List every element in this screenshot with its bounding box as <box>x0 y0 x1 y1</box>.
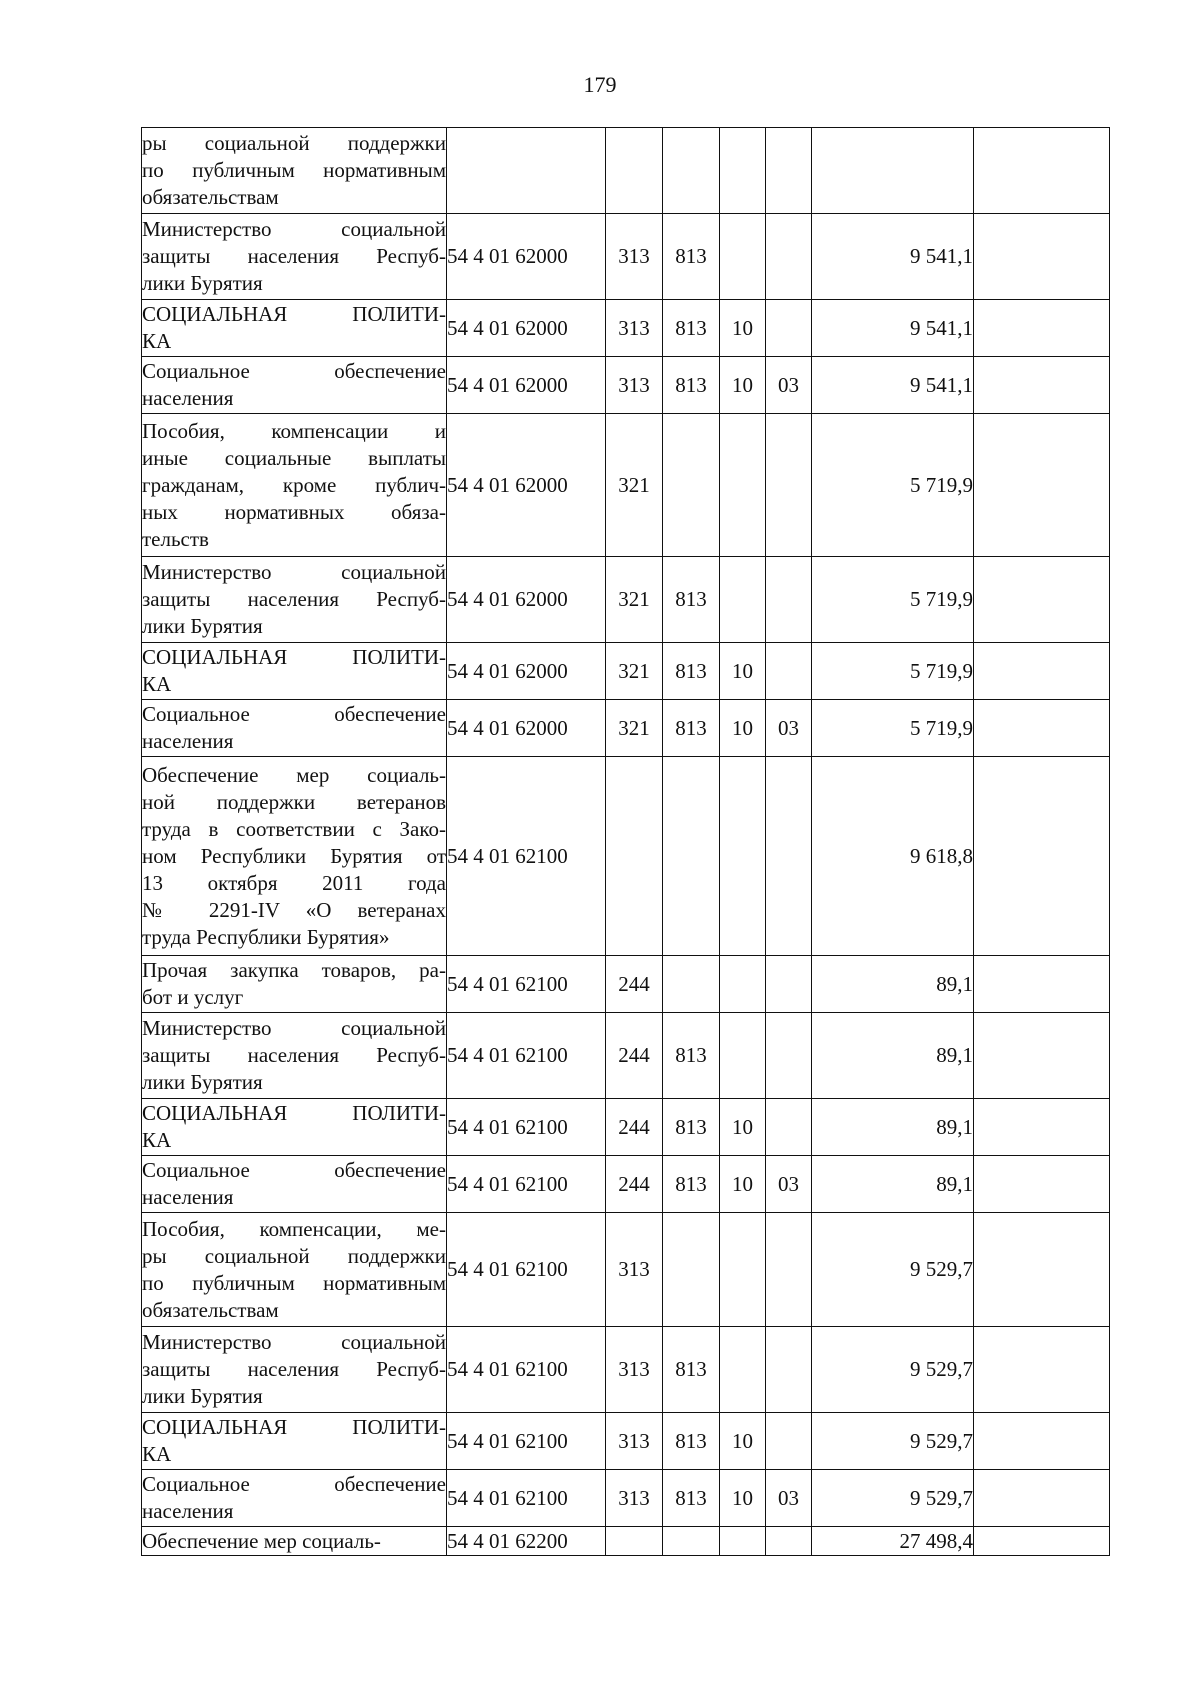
row-ministry-code <box>663 757 720 956</box>
row-ministry-code: 813 <box>663 1156 720 1213</box>
row-name-line: ных нормативных обяза- <box>142 499 446 524</box>
row-target-code <box>447 128 606 214</box>
row-subsection <box>766 643 812 700</box>
row-empty-cell <box>974 1213 1110 1327</box>
row-ministry-code: 813 <box>663 357 720 414</box>
row-empty-cell <box>974 1327 1110 1413</box>
row-target-code: 54 4 01 62100 <box>447 757 606 956</box>
row-section <box>720 1013 766 1099</box>
row-name <box>142 1099 447 1156</box>
row-name-line: населения <box>142 1185 234 1209</box>
row-name <box>142 956 447 1013</box>
table-row <box>142 1413 1110 1470</box>
row-subsection <box>766 1327 812 1413</box>
row-section <box>720 757 766 956</box>
row-amount: 9 618,8 <box>812 757 974 956</box>
row-name-line: КА <box>142 329 172 353</box>
row-name <box>142 1156 447 1213</box>
row-name <box>142 643 447 700</box>
row-name-line: Пособия, компенсации и <box>142 418 446 443</box>
row-section: 10 <box>720 1470 766 1527</box>
row-name <box>142 557 447 643</box>
row-name-line: СОЦИАЛЬНАЯ ПОЛИТИ- <box>142 1101 446 1125</box>
table-row <box>142 357 1110 414</box>
row-name-line: СОЦИАЛЬНАЯ ПОЛИТИ- <box>142 645 446 669</box>
row-name-line: Социальное обеспечение <box>142 702 446 726</box>
row-subsection <box>766 956 812 1013</box>
row-name-line: Обеспечение мер социаль- <box>142 1528 381 1553</box>
row-ministry-code: 813 <box>663 1413 720 1470</box>
row-ministry-code: 813 <box>663 557 720 643</box>
row-section: 10 <box>720 300 766 357</box>
row-name-line: населения <box>142 729 234 753</box>
row-section: 10 <box>720 1099 766 1156</box>
row-ministry-code <box>663 1527 720 1556</box>
row-empty-cell <box>974 643 1110 700</box>
row-empty-cell <box>974 757 1110 956</box>
row-name-line: Министерство социальной <box>142 1330 446 1354</box>
row-target-code: 54 4 01 62100 <box>447 956 606 1013</box>
row-name-line: СОЦИАЛЬНАЯ ПОЛИТИ- <box>142 302 446 326</box>
row-expense-type: 321 <box>606 414 663 557</box>
row-subsection <box>766 414 812 557</box>
table-row <box>142 1013 1110 1099</box>
row-name <box>142 757 447 956</box>
row-section: 10 <box>720 643 766 700</box>
table-row <box>142 1327 1110 1413</box>
row-expense-type: 244 <box>606 1099 663 1156</box>
row-expense-type <box>606 128 663 214</box>
row-amount <box>812 128 974 214</box>
row-name-line: № 2291-IV «О ветеранах <box>142 897 446 922</box>
row-name <box>142 214 447 300</box>
row-amount: 9 541,1 <box>812 300 974 357</box>
table-row <box>142 1156 1110 1213</box>
row-target-code: 54 4 01 62000 <box>447 214 606 300</box>
row-name <box>142 300 447 357</box>
row-amount: 9 529,7 <box>812 1413 974 1470</box>
row-empty-cell <box>974 1527 1110 1556</box>
row-name-line: лики Бурятия <box>142 1384 263 1408</box>
row-name-line: по публичным нормативным <box>142 1270 446 1295</box>
row-name-line: Обеспечение мер социаль- <box>142 762 446 787</box>
row-name-line: бот и услуг <box>142 985 244 1009</box>
row-section <box>720 214 766 300</box>
row-target-code: 54 4 01 62100 <box>447 1470 606 1527</box>
row-target-code: 54 4 01 62000 <box>447 700 606 757</box>
row-name-line: труда Республики Бурятия» <box>142 924 390 949</box>
row-name <box>142 128 447 214</box>
row-name-line: Социальное обеспечение <box>142 1158 446 1182</box>
row-name-line: ры социальной поддержки <box>142 1243 446 1268</box>
row-expense-type: 313 <box>606 1413 663 1470</box>
row-empty-cell <box>974 1099 1110 1156</box>
row-ministry-code <box>663 414 720 557</box>
row-ministry-code: 813 <box>663 643 720 700</box>
row-ministry-code: 813 <box>663 1099 720 1156</box>
row-name-line: обязательствам <box>142 1297 279 1322</box>
row-expense-type: 313 <box>606 214 663 300</box>
table-row <box>142 956 1110 1013</box>
row-name-line: лики Бурятия <box>142 614 263 638</box>
row-ministry-code: 813 <box>663 1013 720 1099</box>
table-row <box>142 1470 1110 1527</box>
row-ministry-code <box>663 956 720 1013</box>
row-target-code: 54 4 01 62100 <box>447 1327 606 1413</box>
row-subsection: 03 <box>766 1470 812 1527</box>
table-row <box>142 1527 1110 1556</box>
row-name <box>142 1013 447 1099</box>
table-row <box>142 300 1110 357</box>
row-name-line: Прочая закупка товаров, ра- <box>142 958 446 982</box>
row-name <box>142 1327 447 1413</box>
row-amount: 5 719,9 <box>812 643 974 700</box>
row-empty-cell <box>974 1413 1110 1470</box>
row-subsection <box>766 1213 812 1327</box>
row-subsection <box>766 128 812 214</box>
row-empty-cell <box>974 557 1110 643</box>
page-number: 179 <box>583 72 617 97</box>
row-name-line: по публичным нормативным <box>142 158 446 182</box>
row-target-code: 54 4 01 62000 <box>447 300 606 357</box>
row-target-code: 54 4 01 62100 <box>447 1413 606 1470</box>
row-name-line: СОЦИАЛЬНАЯ ПОЛИТИ- <box>142 1415 446 1439</box>
row-subsection <box>766 1413 812 1470</box>
row-name-line: Министерство социальной <box>142 560 446 584</box>
row-name-line: Министерство социальной <box>142 217 446 241</box>
row-subsection <box>766 1099 812 1156</box>
row-amount: 9 529,7 <box>812 1327 974 1413</box>
row-name-line: КА <box>142 1128 172 1152</box>
row-empty-cell <box>974 128 1110 214</box>
row-target-code: 54 4 01 62000 <box>447 557 606 643</box>
row-name-line: защиты населения Респуб- <box>142 244 446 268</box>
row-amount: 89,1 <box>812 956 974 1013</box>
row-name-line: Пособия, компенсации, ме- <box>142 1216 446 1241</box>
row-name-line: населения <box>142 1499 234 1523</box>
row-ministry-code: 813 <box>663 300 720 357</box>
row-name-line: лики Бурятия <box>142 271 263 295</box>
row-section <box>720 414 766 557</box>
row-name <box>142 414 447 557</box>
row-subsection: 03 <box>766 700 812 757</box>
row-expense-type: 321 <box>606 557 663 643</box>
row-name-line: защиты населения Респуб- <box>142 1357 446 1381</box>
row-name-line: КА <box>142 1442 172 1466</box>
row-subsection: 03 <box>766 357 812 414</box>
row-subsection: 03 <box>766 1156 812 1213</box>
row-section <box>720 128 766 214</box>
row-empty-cell <box>974 700 1110 757</box>
row-expense-type: 313 <box>606 1327 663 1413</box>
row-name-line: гражданам, кроме публич- <box>142 472 446 497</box>
table-row <box>142 1099 1110 1156</box>
row-name-line: Социальное обеспечение <box>142 359 446 383</box>
table-row <box>142 700 1110 757</box>
row-name-line: населения <box>142 386 234 410</box>
row-target-code: 54 4 01 62000 <box>447 643 606 700</box>
row-name-line: лики Бурятия <box>142 1070 263 1094</box>
row-name-line: обязательствам <box>142 185 279 209</box>
row-target-code: 54 4 01 62000 <box>447 414 606 557</box>
row-target-code: 54 4 01 62100 <box>447 1099 606 1156</box>
row-ministry-code: 813 <box>663 1470 720 1527</box>
row-target-code: 54 4 01 62100 <box>447 1213 606 1327</box>
row-empty-cell <box>974 214 1110 300</box>
row-expense-type: 244 <box>606 1013 663 1099</box>
row-section <box>720 1327 766 1413</box>
row-ministry-code <box>663 1213 720 1327</box>
table-body <box>142 128 1110 1556</box>
row-amount: 89,1 <box>812 1156 974 1213</box>
row-expense-type: 321 <box>606 643 663 700</box>
row-name-line: иные социальные выплаты <box>142 445 446 470</box>
table-row <box>142 214 1110 300</box>
table-row <box>142 1213 1110 1327</box>
row-name-line: защиты населения Респуб- <box>142 587 446 611</box>
row-empty-cell <box>974 956 1110 1013</box>
row-ministry-code: 813 <box>663 700 720 757</box>
budget-table <box>141 127 1110 1556</box>
row-section: 10 <box>720 1413 766 1470</box>
row-expense-type: 244 <box>606 1156 663 1213</box>
row-name-line: Министерство социальной <box>142 1016 446 1040</box>
row-name <box>142 1213 447 1327</box>
row-target-code: 54 4 01 62100 <box>447 1156 606 1213</box>
row-name <box>142 1470 447 1527</box>
row-name-line: тельств <box>142 526 209 551</box>
row-amount: 5 719,9 <box>812 557 974 643</box>
row-name-line: ной поддержки ветеранов <box>142 789 446 814</box>
row-target-code: 54 4 01 62100 <box>447 1013 606 1099</box>
row-amount: 27 498,4 <box>812 1527 974 1556</box>
row-empty-cell <box>974 414 1110 557</box>
row-section <box>720 557 766 643</box>
row-subsection <box>766 757 812 956</box>
row-amount: 89,1 <box>812 1099 974 1156</box>
row-expense-type <box>606 1527 663 1556</box>
row-expense-type: 313 <box>606 357 663 414</box>
row-subsection <box>766 1527 812 1556</box>
row-expense-type: 244 <box>606 956 663 1013</box>
row-name-line: ном Республики Бурятия от <box>142 843 446 868</box>
row-amount: 9 541,1 <box>812 357 974 414</box>
row-expense-type: 313 <box>606 300 663 357</box>
row-empty-cell <box>974 357 1110 414</box>
row-section: 10 <box>720 1156 766 1213</box>
row-target-code: 54 4 01 62000 <box>447 357 606 414</box>
row-name <box>142 1413 447 1470</box>
row-section: 10 <box>720 700 766 757</box>
row-empty-cell <box>974 1156 1110 1213</box>
row-name-line: КА <box>142 672 172 696</box>
row-name-line: 13 октября 2011 года <box>142 870 446 895</box>
row-empty-cell <box>974 300 1110 357</box>
row-target-code: 54 4 01 62200 <box>447 1527 606 1556</box>
row-name-line: ры социальной поддержки <box>142 131 446 155</box>
row-empty-cell <box>974 1013 1110 1099</box>
row-name <box>142 700 447 757</box>
row-name-line: труда в соответствии с Зако- <box>142 816 446 841</box>
row-subsection <box>766 557 812 643</box>
row-expense-type: 321 <box>606 700 663 757</box>
row-name <box>142 1527 447 1556</box>
row-expense-type <box>606 757 663 956</box>
row-name-line: Социальное обеспечение <box>142 1472 446 1496</box>
row-section <box>720 1527 766 1556</box>
row-ministry-code: 813 <box>663 1327 720 1413</box>
row-section <box>720 1213 766 1327</box>
row-amount: 9 529,7 <box>812 1213 974 1327</box>
row-ministry-code: 813 <box>663 214 720 300</box>
row-subsection <box>766 214 812 300</box>
row-empty-cell <box>974 1470 1110 1527</box>
row-name <box>142 357 447 414</box>
row-amount: 89,1 <box>812 1013 974 1099</box>
table-row <box>142 757 1110 956</box>
row-amount: 9 541,1 <box>812 214 974 300</box>
row-amount: 9 529,7 <box>812 1470 974 1527</box>
row-amount: 5 719,9 <box>812 414 974 557</box>
row-name-line: защиты населения Респуб- <box>142 1043 446 1067</box>
row-expense-type: 313 <box>606 1213 663 1327</box>
row-ministry-code <box>663 128 720 214</box>
row-amount: 5 719,9 <box>812 700 974 757</box>
table-row <box>142 557 1110 643</box>
row-expense-type: 313 <box>606 1470 663 1527</box>
table-row <box>142 414 1110 557</box>
row-section <box>720 956 766 1013</box>
table-row <box>142 128 1110 214</box>
row-subsection <box>766 300 812 357</box>
table-row <box>142 643 1110 700</box>
row-subsection <box>766 1013 812 1099</box>
row-section: 10 <box>720 357 766 414</box>
